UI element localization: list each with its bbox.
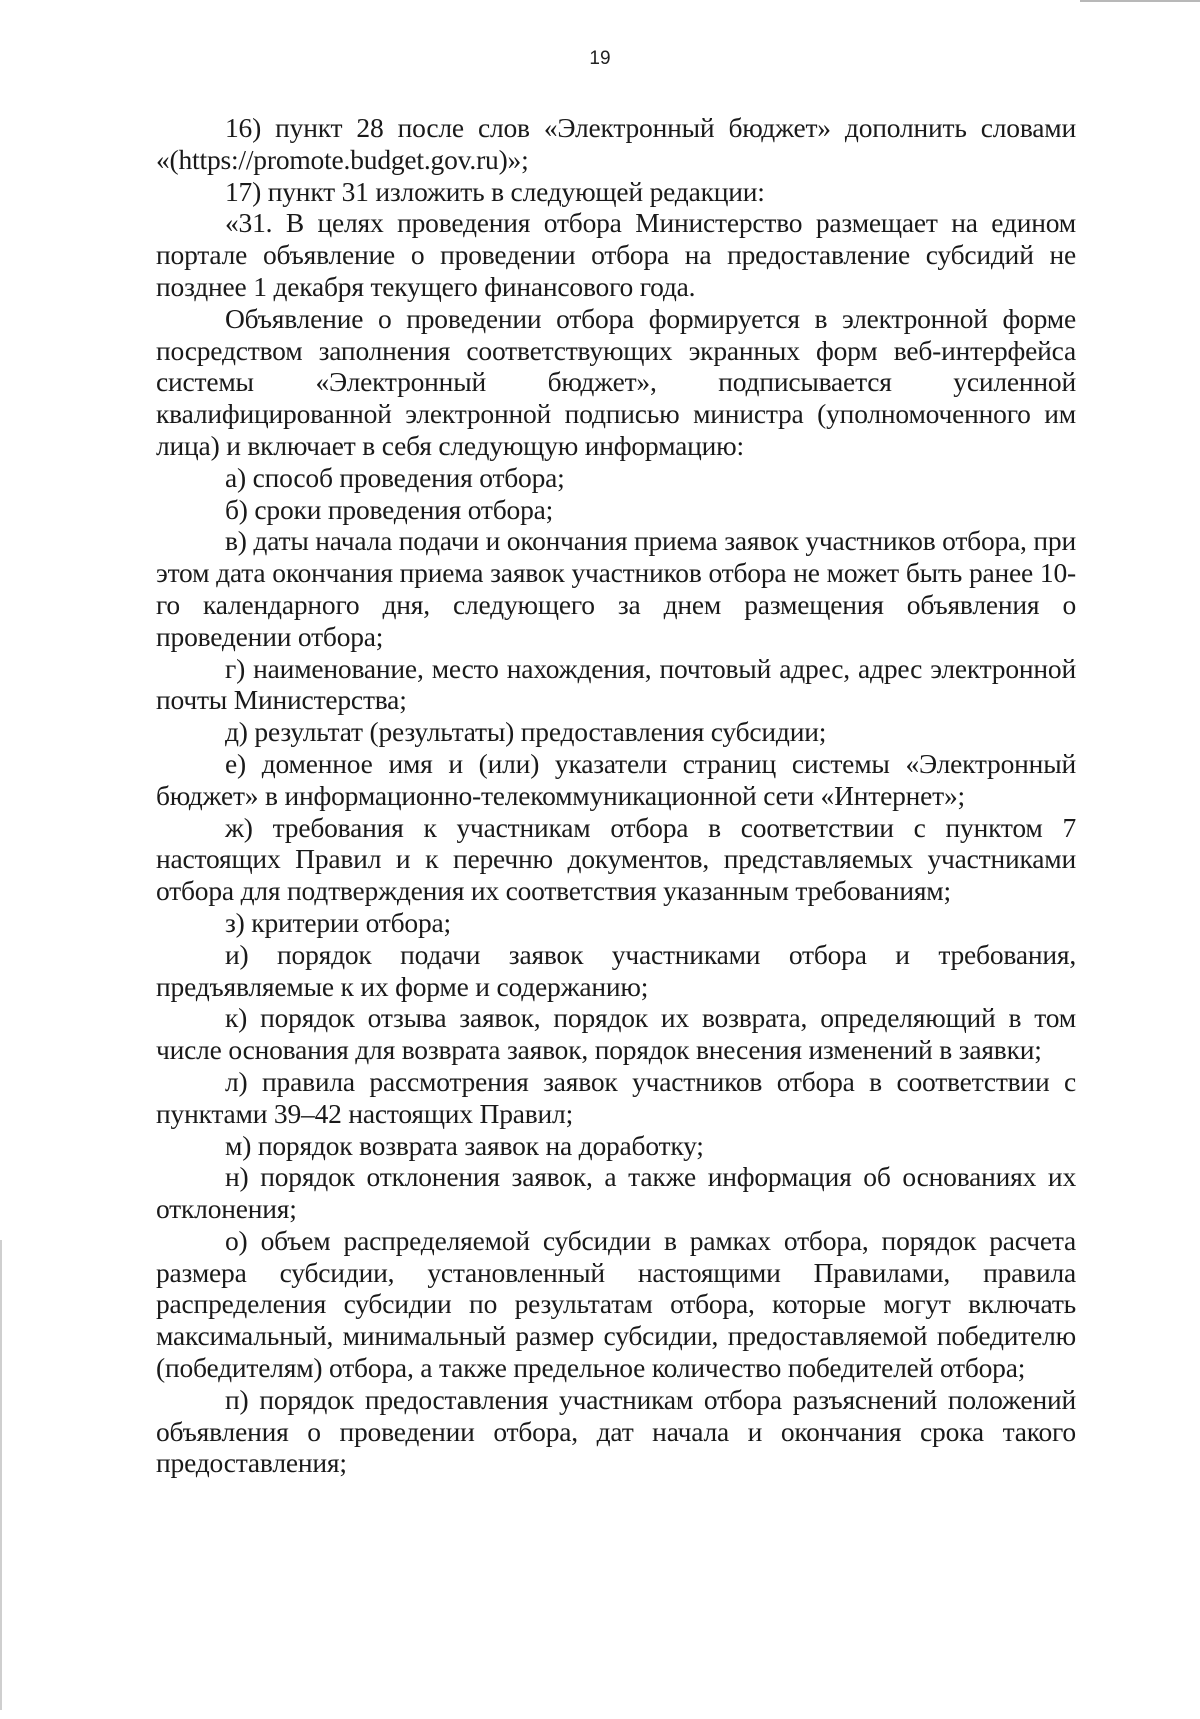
list-item-n: н) порядок отклонения заявок, а также информация об основаниях их отклонения; <box>156 1161 1076 1225</box>
list-item-m: м) порядок возврата заявок на доработку; <box>225 1129 704 1161</box>
list-item-b: б) сроки проведения отбора; <box>225 493 554 525</box>
paragraph-announcement: Объявление о проведении отбора формируется в электронной форме посредством заполнения соответствующих экранных форм веб-интерфейса системы «Электронный бюджет», подписывается усиленной квалифицированной электронной подписью министра (уполномоченного им лица) и включает в себя следующую информацию: <box>156 302 1076 461</box>
scan-edge-left <box>0 1240 2 1710</box>
list-item-l: л) правила рассмотрения заявок участников отбора в соответствии с пунктами 39–42 настоящих Правил; <box>156 1065 1076 1129</box>
scan-edge-top <box>1080 0 1200 2</box>
list-item-i: и) порядок подачи заявок участниками отбора и требования, предъявляемые к их форме и содержанию; <box>156 938 1076 1002</box>
paragraph-16: 16) пункт 28 после слов «Электронный бюджет» дополнить словами «(https://promote.budget.gov.ru)»; <box>156 112 1076 175</box>
list-item-g: г) наименование, место нахождения, почтовый адрес, адрес электронной почты Министерства; <box>156 652 1076 716</box>
list-item-k: к) порядок отзыва заявок, порядок их возврата, определяющий в том числе основания для возврата заявок, порядок внесения изменений в заявки; <box>156 1002 1076 1066</box>
list-item-e: е) доменное имя и (или) указатели страниц системы «Электронный бюджет» в информационно-телекоммуникационной сети «Интернет»; <box>156 747 1076 811</box>
list-item-p: п) порядок предоставления участникам отбора разъяснений положений объявления о проведении отбора, дат начала и окончания срока такого предоставления; <box>156 1383 1076 1479</box>
list-item-d: д) результат (результаты) предоставления субсидии; <box>225 716 827 748</box>
list-item-o: о) объем распределяемой субсидии в рамках отбора, порядок расчета размера субсидии, установленный настоящими Правилами, правила распределения субсидии по результатам отбора, которые могут включать максимальный, минимальный размер субсидии, предоставляемой победителю (победителям) отбора, а также предельное количество победителей отбора; <box>156 1224 1076 1384</box>
paragraph-17: 17) пункт 31 изложить в следующей редакции: <box>225 175 765 207</box>
document-body <box>156 112 1076 1479</box>
list-item-z: з) критерии отбора; <box>225 906 451 938</box>
paragraph-31: «31. В целях проведения отбора Министерство размещает на едином портале объявление о проведении отбора на предоставление субсидий не позднее 1 декабря текущего финансового года. <box>156 207 1076 302</box>
list-item-zh: ж) требования к участникам отбора в соответствии с пунктом 7 настоящих Правил и к перечню документов, представляемых участниками отбора для подтверждения их соответствия указанным требованиям; <box>156 811 1076 907</box>
list-item-a: а) способ проведения отбора; <box>225 461 565 493</box>
page-number: 19 <box>589 48 611 69</box>
list-item-v: в) даты начала подачи и окончания приема заявок участников отбора, при этом дата окончания приема заявок участников отбора не может быть ранее 10-го календарного дня, следующего за днем размещения объявления о проведении отбора; <box>156 525 1076 652</box>
